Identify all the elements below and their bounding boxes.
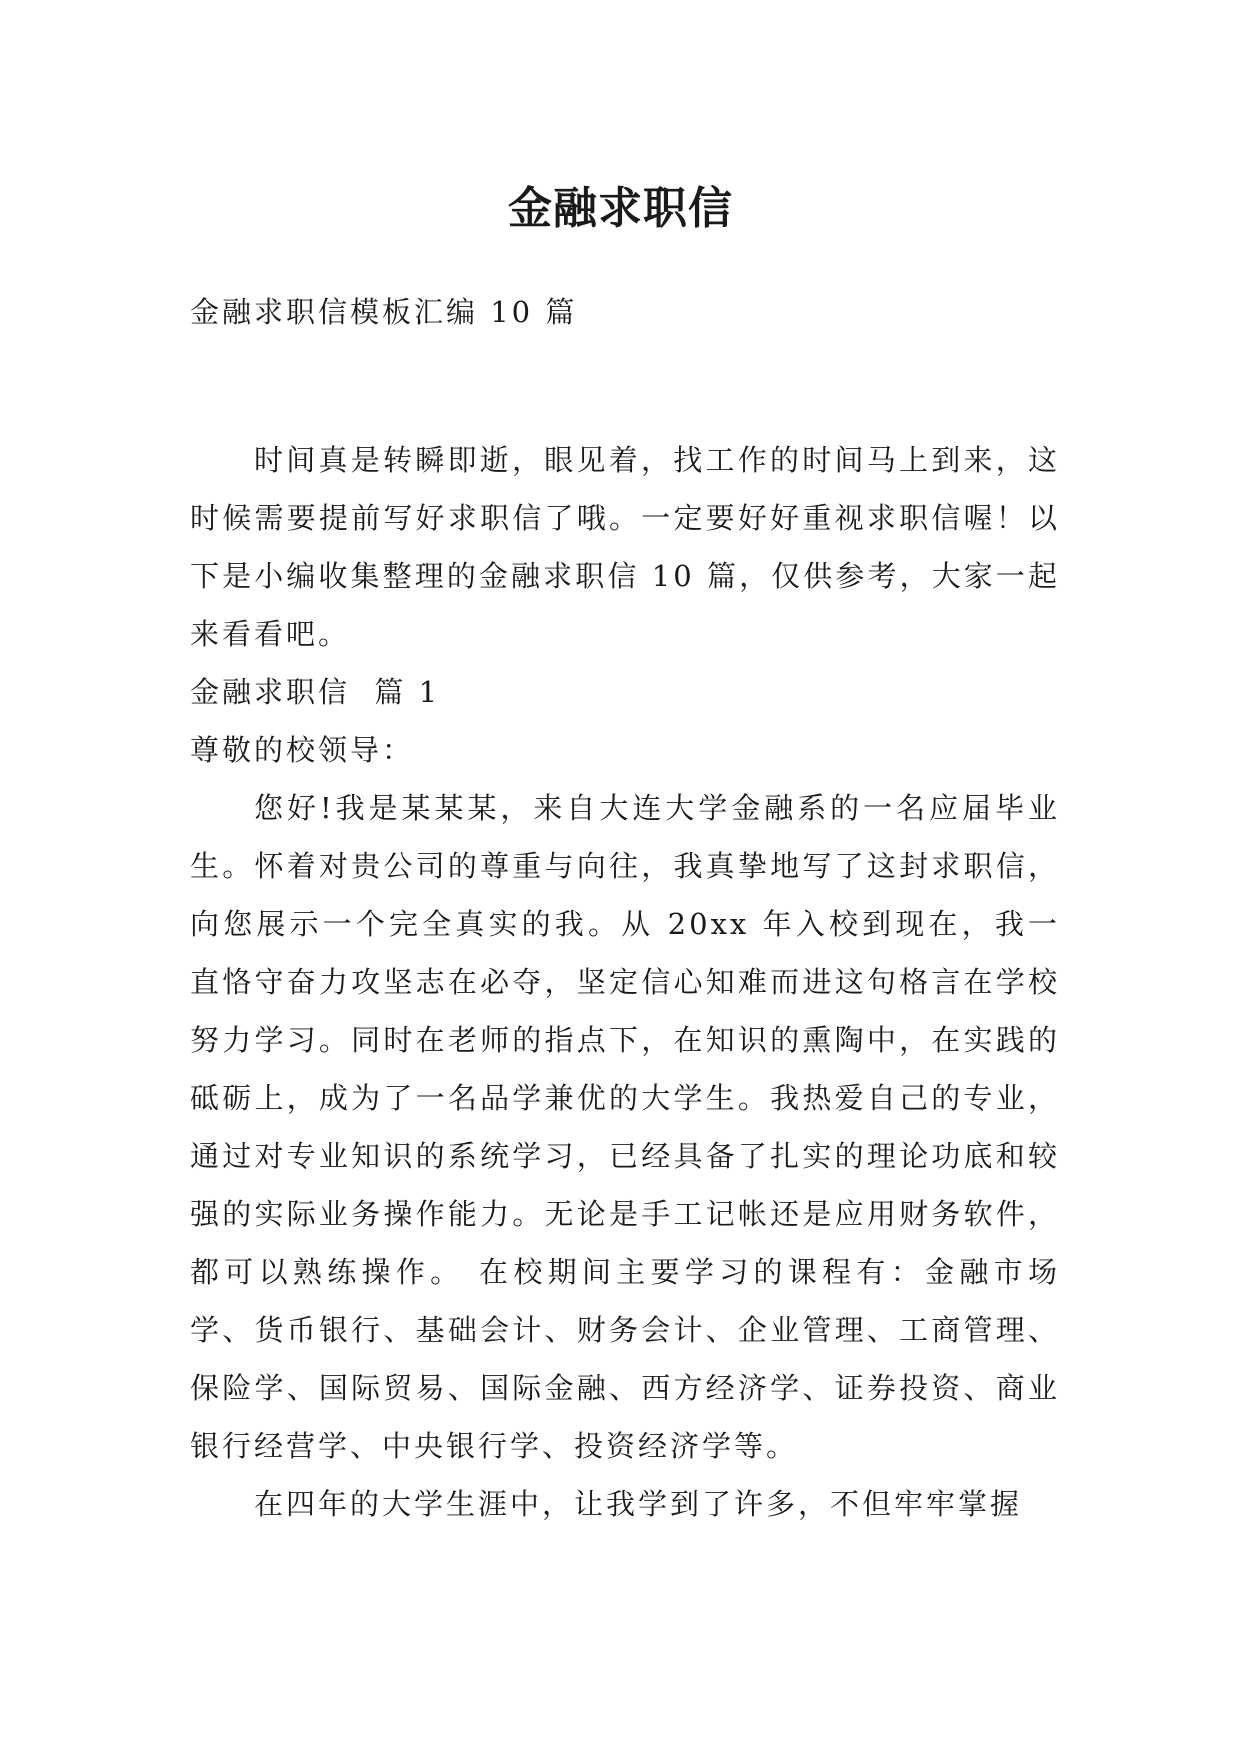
document-subtitle: 金融求职信模板汇编 10 篇 — [190, 295, 578, 329]
spacer — [190, 341, 1060, 431]
salutation: 尊敬的校领导： — [190, 733, 415, 767]
body-paragraph: 在四年的大学生涯中，让我学到了许多，不但牢牢掌握 — [254, 1487, 1023, 1521]
document-body — [190, 283, 1060, 1533]
document-title: 金融求职信 — [508, 183, 733, 235]
section-heading: 金融求职信 篇 1 — [190, 675, 441, 709]
intro-paragraph: 时间真是转瞬即逝，眼见着，找工作的时间马上到来，这时候需要提前写好求职信了哦。一定要好好重视求职信喔！以下是小编收集整理的金融求职信 10 篇，仅供参考，大家一起来看看吧。 — [190, 443, 1060, 651]
body-paragraph: 您好!我是某某某，来自大连大学金融系的一名应届毕业生。怀着对贵公司的尊重与向往，我真挚地写了这封求职信，向您展示一个完全真实的我。从 20xx 年入校到现在，我一直恪守奋力攻坚志在必夺，坚定信心知难而进这句格言在学校努力学习。同时在老师的指点下，在知识的熏陶中，在实践的砥砺上，成为了一名品学兼优的大学生。我热爱自己的专业，通过对专业知识的系统学习，已经具备了扎实的理论功底和较强的实际业务操作能力。无论是手工记帐还是应用财务软件，都可以熟练操作。 在校期间主要学习的课程有：金融市场学、货币银行、基础会计、财务会计、企业管理、工商管理、保险学、国际贸易、国际金融、西方经济学、证券投资、商业银行经营学、中央银行学、投资经济学等。 — [190, 791, 1060, 1463]
